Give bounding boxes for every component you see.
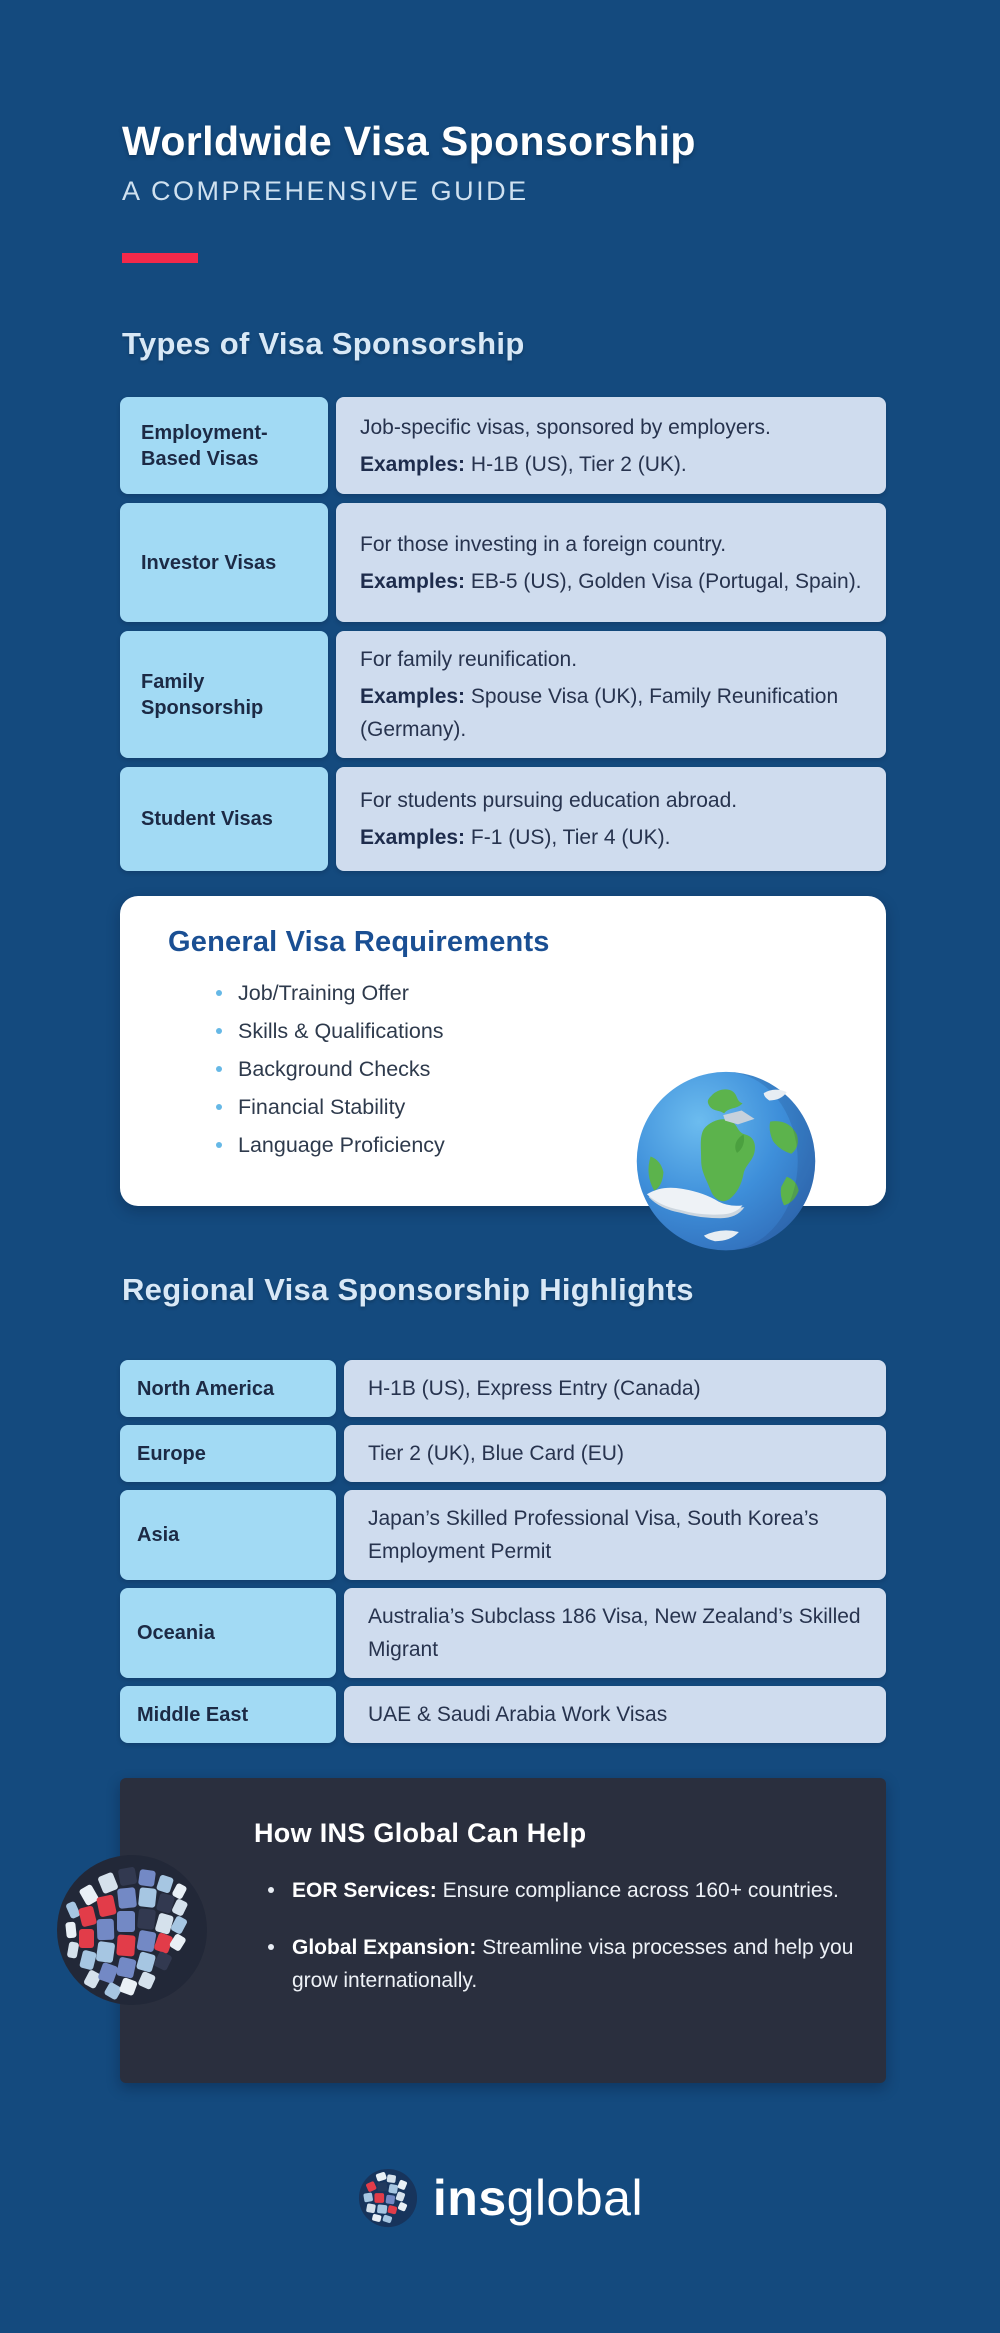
red-accent-bar [122,253,198,263]
region-programs-cell [344,1425,886,1482]
ins-mosaic-globe-icon [52,1850,212,2010]
visa-type-description: For those investing in a foreign country. [360,532,727,556]
region-label-cell: North America [120,1360,336,1417]
region-label-cell: Asia [120,1490,336,1580]
visa-type-desc-cell [336,767,886,871]
examples-label: Examples: [360,685,466,708]
region-programs-cell [344,1360,886,1417]
logo-ins-text: ins [432,2170,507,2226]
examples-label: Examples: [360,452,466,476]
requirements-list [216,982,445,1172]
region-programs-cell [344,1588,886,1678]
ins-help-box [120,1778,886,2083]
visa-type-examples: Examples: Spouse Visa (UK), Family Reunification (Germany). [360,685,839,741]
region-programs-text: Japan’s Skilled Professional Visa, South Korea’s Employment Permit [368,1507,819,1563]
region-programs-text: H-1B (US), Express Entry (Canada) [368,1377,701,1400]
regional-section-heading: Regional Visa Sponsorship Highlights [122,1272,694,1307]
regional-row [120,1588,886,1678]
visa-type-examples: Examples: H-1B (US), Tier 2 (UK). [360,452,687,476]
page-title: Worldwide Visa Sponsorship [122,118,696,164]
visa-type-row [120,631,886,758]
visa-type-description: For family reunification. [360,648,578,671]
requirements-heading: General Visa Requirements [168,926,550,958]
visa-type-label-cell: Family Sponsorship [120,631,328,758]
types-section-heading: Types of Visa Sponsorship [122,326,525,361]
requirement-item: Job/Training Offer [238,982,445,1004]
visa-type-row [120,503,886,622]
region-label-cell: Oceania [120,1588,336,1678]
requirement-item: Background Checks [238,1058,445,1080]
help-bullet-item: Global Expansion: Streamline visa processes and help you grow internationally. [292,1931,876,1997]
ins-global-logo-globe-icon [357,2167,419,2229]
visa-type-description: Job-specific visas, sponsored by employers. [360,415,771,439]
help-bullet-lead: Global Expansion: [292,1936,477,1959]
visa-type-examples: Examples: EB-5 (US), Golden Visa (Portugal, Spain). [360,569,862,593]
help-heading: How INS Global Can Help [254,1818,587,1848]
ins-global-logo [0,2158,1000,2238]
visa-type-desc-cell [336,503,886,622]
ins-global-wordmark [433,2169,643,2227]
visa-type-row [120,397,886,494]
examples-label: Examples: [360,826,466,849]
help-bullet-lead: EOR Services: [292,1879,437,1902]
regional-row [120,1425,886,1482]
visa-type-description: For students pursuing education abroad. [360,789,738,812]
visa-type-examples: Examples: F-1 (US), Tier 4 (UK). [360,826,671,849]
region-label-cell: Middle East [120,1686,336,1743]
visa-type-desc-cell [336,631,886,758]
region-label-cell: Europe [120,1425,336,1482]
region-programs-text: Australia’s Subclass 186 Visa, New Zealand’s Skilled Migrant [368,1605,861,1661]
requirement-item: Financial Stability [238,1096,445,1118]
visa-type-desc-cell [336,397,886,494]
requirement-item: Language Proficiency [238,1133,445,1157]
regional-row [120,1686,886,1743]
visa-type-label-cell: Investor Visas [120,503,328,622]
visa-type-label-cell: Student Visas [120,767,328,871]
region-programs-text: UAE & Saudi Arabia Work Visas [368,1703,668,1726]
region-programs-cell [344,1686,886,1743]
examples-label: Examples: [360,569,466,593]
logo-global-text: global [506,2170,644,2226]
regional-row [120,1490,886,1580]
visa-types-table [120,397,886,871]
earth-globe-icon [634,1068,818,1258]
visa-type-row [120,767,886,871]
regional-row [120,1360,886,1417]
page-subtitle: A COMPREHENSIVE GUIDE [122,176,529,206]
regional-table [120,1360,886,1743]
visa-type-label-cell: Employment-Based Visas [120,397,328,494]
region-programs-text: Tier 2 (UK), Blue Card (EU) [368,1442,624,1465]
requirement-item: Skills & Qualifications [238,1019,444,1043]
help-bullet-item: EOR Services: Ensure compliance across 160+ countries. [292,1874,876,1907]
help-bullet-list [292,1874,876,2021]
region-programs-cell [344,1490,886,1580]
